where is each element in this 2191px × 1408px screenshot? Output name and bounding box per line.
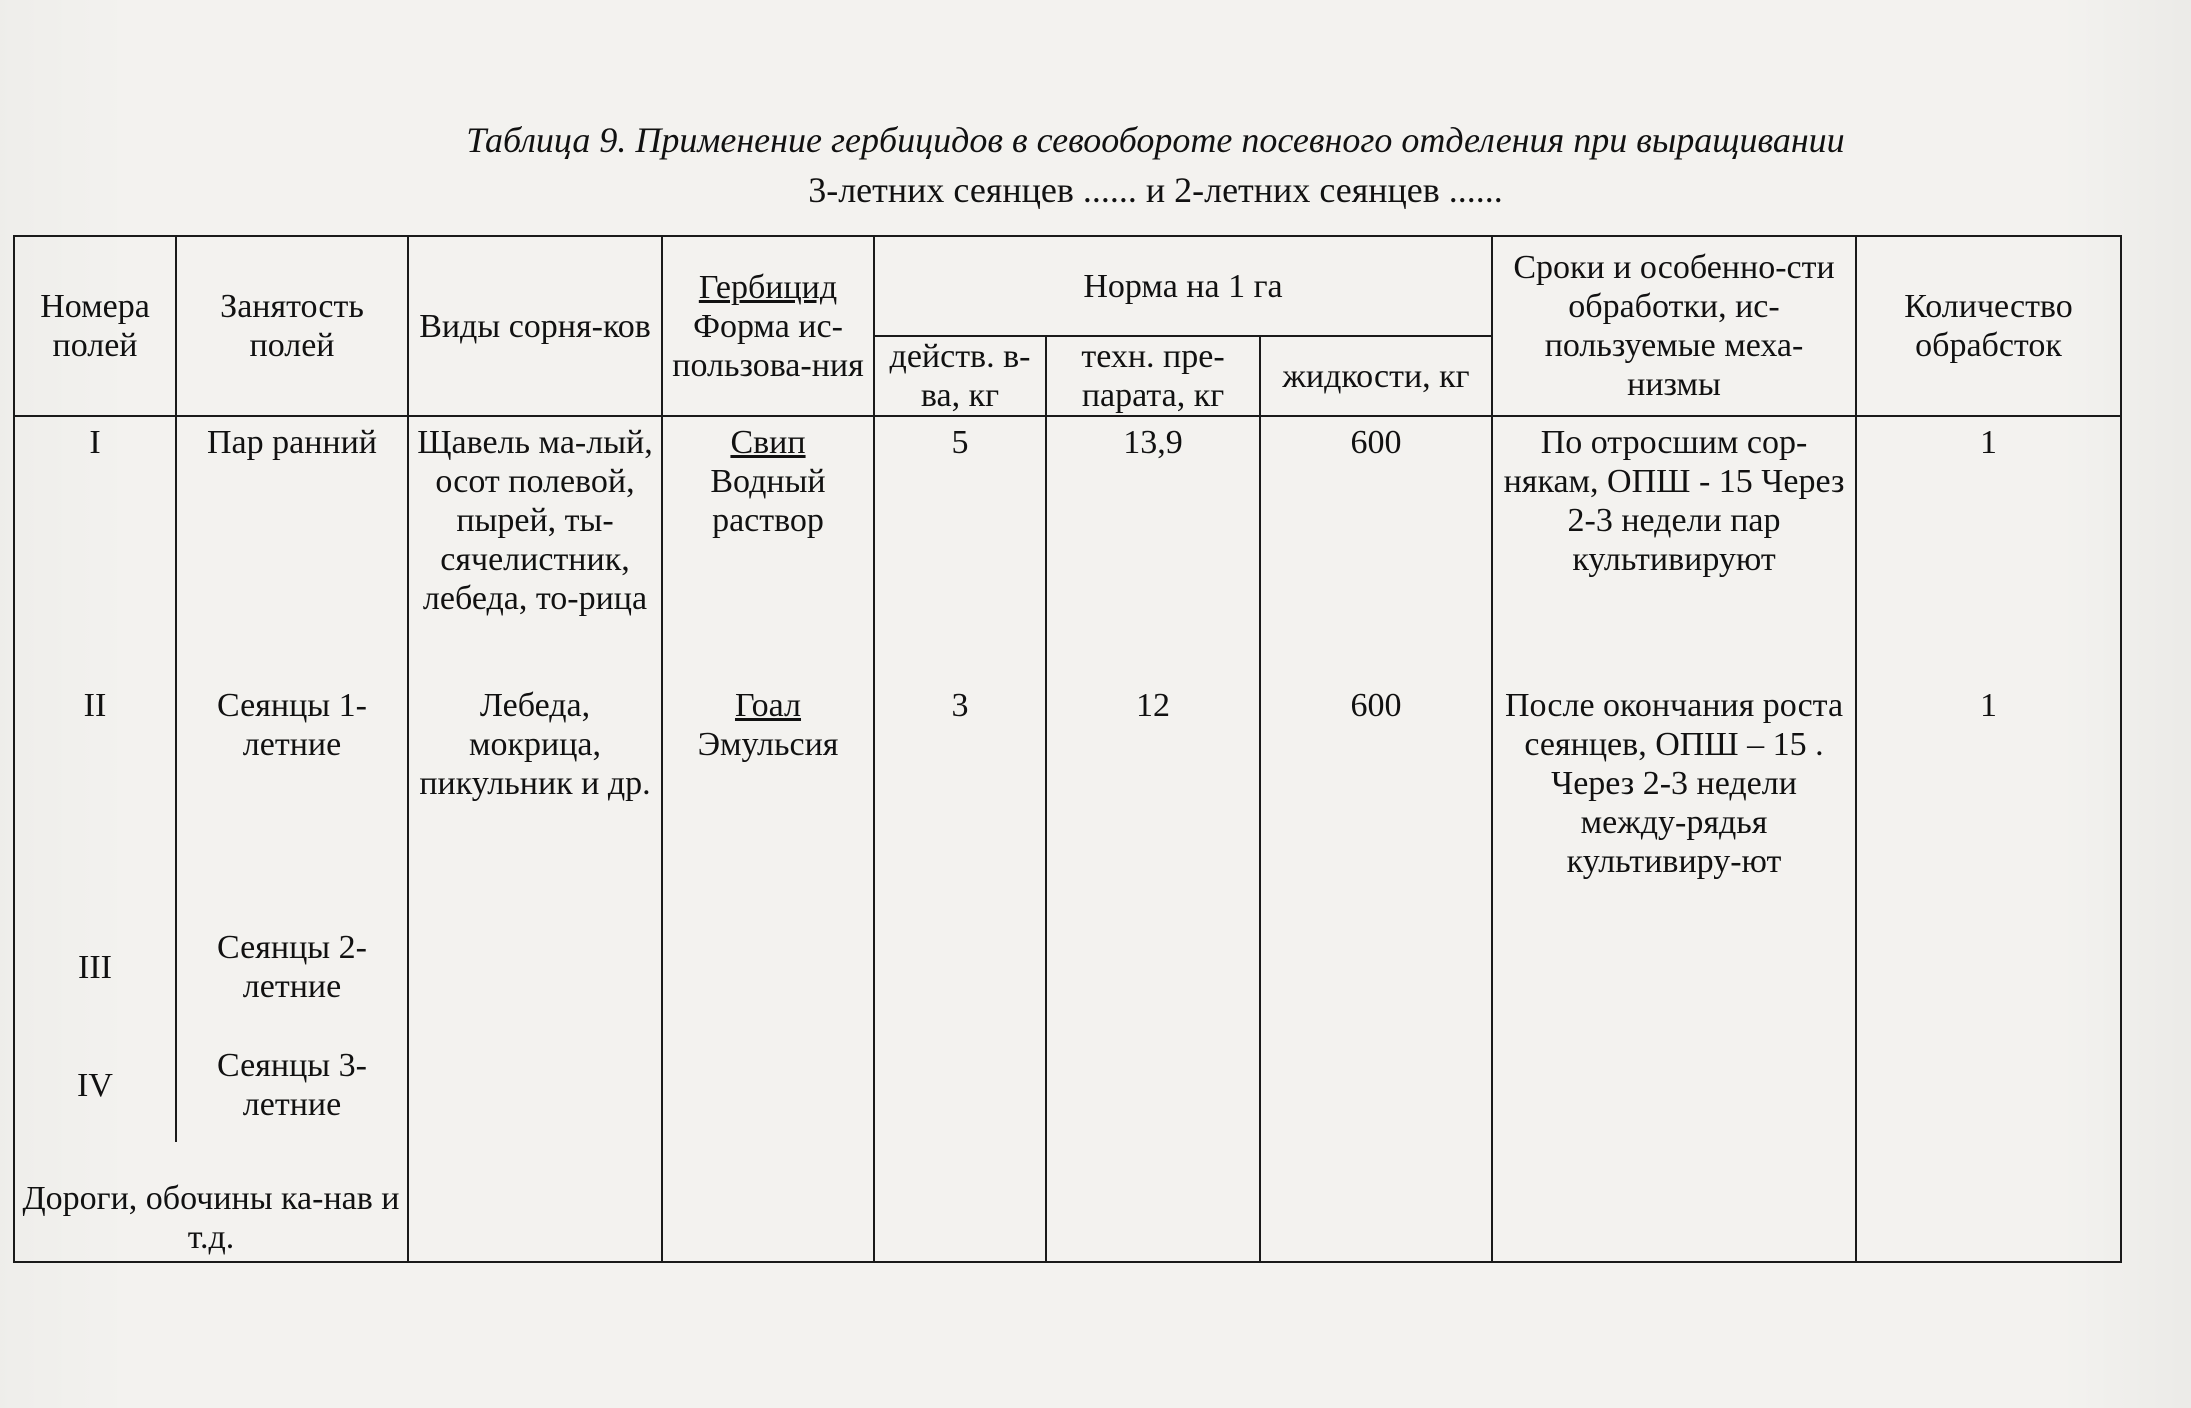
cell-herbicide [662,416,874,686]
header-rate-product: техн. пре-парата, кг [1046,336,1260,416]
cell-rate-active: 5 [874,416,1046,686]
cell-empty [874,1142,1046,1262]
header-rate-liquid: жидкости, кг [1260,336,1492,416]
header-timing: Сроки и особенно-сти обработки, ис-пользуемые меха-низмы [1492,236,1856,416]
table-row [14,906,2121,1028]
cell-empty [1046,906,1260,1028]
cell-empty [408,1028,662,1142]
cell-occupancy: Сеянцы 1-летние [176,686,408,906]
cell-empty [1856,1028,2121,1142]
table-caption-subtitle: 3-летних сеянцев ...... и 2-летних сеянцев ...... [808,170,1503,210]
cell-count: 1 [1856,686,2121,906]
cell-weeds: Лебеда, мокрица, пикульник и др. [408,686,662,906]
cell-roads: Дороги, обочины ка-нав и т.д. [14,1142,408,1262]
cell-herbicide [662,686,874,906]
herbicide-name: Гоал [734,687,802,724]
cell-field: II [14,686,176,906]
cell-empty [662,906,874,1028]
cell-timing: После окончания роста сеянцев, ОПШ – 15 . Через 2-3 недели междy-рядья культивиру-ют [1492,686,1856,906]
cell-weeds: Щавель ма-лый, осот полевой, пырей, ты-сячелистник, лебеда, то-рица [408,416,662,686]
herbicide-name: Свип [730,424,806,461]
cell-occupancy: Пар ранний [176,416,408,686]
cell-empty [1492,1142,1856,1262]
herbicide-form: Водный раствор [710,463,826,539]
header-count: Количество обрабсток [1856,236,2121,416]
cell-field: I [14,416,176,686]
header-occupancy: Занятость полей [176,236,408,416]
header-weed-types: Виды сорня-ков [408,236,662,416]
cell-empty [874,1028,1046,1142]
cell-rate-active: 3 [874,686,1046,906]
cell-empty [1492,906,1856,1028]
cell-empty [408,1142,662,1262]
cell-empty [1260,906,1492,1028]
cell-rate-liquid: 600 [1260,416,1492,686]
cell-empty [1856,1142,2121,1262]
table-caption-title: Таблица 9. Применение гербицидов в севообороте посевного отделения при выращивании [466,120,1845,160]
header-herbicide-name: Гербицид [698,268,838,306]
table-row [14,1028,2121,1142]
header-rate-active: действ. в-ва, кг [874,336,1046,416]
cell-empty [1260,1142,1492,1262]
cell-empty [662,1142,874,1262]
cell-empty [408,906,662,1028]
herbicide-form: Эмульсия [697,726,839,763]
header-row-top [14,236,2121,336]
header-field-numbers: Номера полей [14,236,176,416]
table-row [14,1142,2121,1262]
cell-empty [1260,1028,1492,1142]
table-row [14,416,2121,686]
table-row [14,686,2121,906]
header-herbicide-form: Форма ис-пользова-ния [672,307,864,384]
cell-occupancy: Сеянцы 3-летние [176,1028,408,1142]
cell-rate-product: 13,9 [1046,416,1260,686]
cell-empty [1492,1028,1856,1142]
cell-empty [874,906,1046,1028]
cell-empty [1046,1028,1260,1142]
cell-empty [1046,1142,1260,1262]
cell-empty [1856,906,2121,1028]
cell-occupancy: Сеянцы 2-летние [176,906,408,1028]
cell-empty [662,1028,874,1142]
cell-field: IV [14,1028,176,1142]
header-herbicide [662,236,874,416]
cell-rate-product: 12 [1046,686,1260,906]
cell-rate-liquid: 600 [1260,686,1492,906]
header-rate-group: Норма на 1 га [874,236,1492,336]
herbicide-table [13,235,2122,1263]
cell-count: 1 [1856,416,2121,686]
cell-field: III [14,906,176,1028]
cell-timing: По отросшим сор-някам, ОПШ - 15 Через 2-3 недели пар культивируют [1492,416,1856,686]
